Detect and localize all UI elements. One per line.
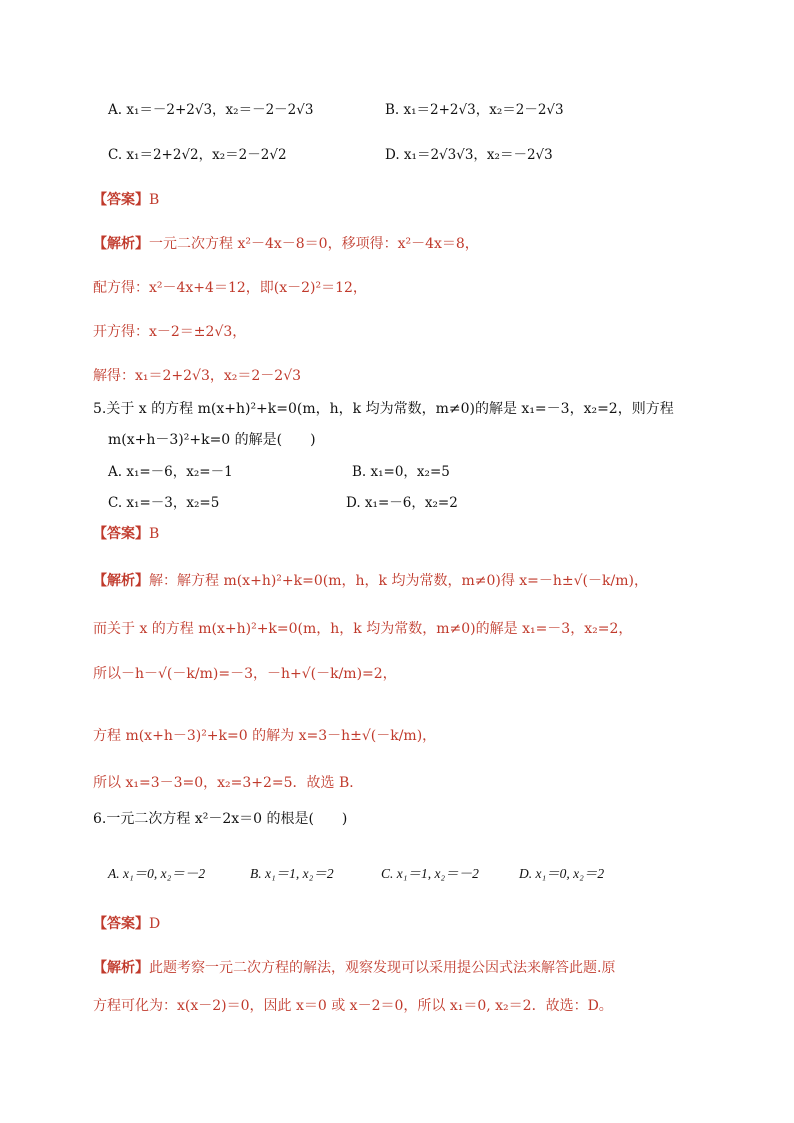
answer-tag: 【答案】 <box>93 526 149 542</box>
q5-option-d: D. x₁=－6，x₂=2 <box>346 495 458 511</box>
answer-value: B <box>149 526 160 542</box>
analysis-tag: 【解析】 <box>93 573 149 589</box>
q4-analysis-line-4: 解得：x₁＝2+2√3，x₂＝2－2√3 <box>93 368 302 384</box>
answer-tag: 【答案】 <box>93 916 149 932</box>
q6-stem: 6.一元二次方程 x²－2x＝0 的根是( ) <box>93 811 348 827</box>
q6-option-c: C. x₁＝1, x₂＝－2 <box>381 866 479 881</box>
q6-option-d: D. x₁＝0, x₂＝2 <box>519 866 605 881</box>
q6-option-b: B. x₁＝1, x₂＝2 <box>250 866 334 881</box>
q4-analysis-line-2: 配方得：x²－4x+4＝12，即(x－2)²＝12， <box>93 280 367 296</box>
q5-stem-line-1: 5.关于 x 的方程 m(x+h)²+k=0(m，h，k 均为常数，m≠0)的解是 x₁=－3，x₂=2，则方程 <box>93 401 674 417</box>
q5-option-c: C. x₁=－3，x₂=5 <box>108 495 220 511</box>
q4-answer <box>93 190 159 210</box>
analysis-tag: 【解析】 <box>93 236 149 252</box>
q5-analysis-line-1 <box>93 571 648 591</box>
q4-option-c: C. x₁＝2+2√2，x₂＝2－2√2 <box>108 147 287 163</box>
q4-option-a: A. x₁＝－2+2√3，x₂＝－2－2√3 <box>108 102 314 118</box>
answer-tag: 【答案】 <box>93 192 149 208</box>
q6-option-a: A. x₁＝0, x₂＝－2 <box>108 866 206 881</box>
q5-option-a: A. x₁=－6，x₂=－1 <box>108 464 233 480</box>
q5-analysis-line-5: 所以 x₁=3－3=0，x₂=3+2=5．故选 B． <box>93 775 364 791</box>
q5-answer <box>93 524 159 544</box>
analysis-tag: 【解析】 <box>93 960 149 976</box>
q6-analysis-line-2: 方程可化为：x(x－2)＝0，因此 x＝0 或 x－2＝0，所以 x₁＝0, x₂＝2．故选：D。 <box>93 998 613 1014</box>
q5-analysis-line-3: 所以－h－√(－k/m)=－3，－h+√(－k/m)=2， <box>93 666 397 682</box>
answer-value: B <box>149 192 160 208</box>
q4-analysis-line-3: 开方得：x－2＝±2√3， <box>93 324 247 340</box>
analysis-text: 此题考察一元二次方程的解法，观察发现可以采用提公因式法来解答此题.原 <box>149 960 616 976</box>
q5-option-b: B. x₁=0，x₂=5 <box>352 464 450 480</box>
q4-analysis-line-1 <box>93 234 479 254</box>
q4-option-b: B. x₁＝2+2√3，x₂＝2－2√3 <box>385 102 564 118</box>
q5-analysis-line-4: 方程 m(x+h－3)²+k=0 的解为 x=3－h±√(－k/m)， <box>93 728 437 744</box>
q6-analysis-line-1 <box>93 958 615 978</box>
q6-answer <box>93 914 160 934</box>
analysis-text: 一元二次方程 x²－4x－8＝0，移项得：x²－4x＝8， <box>149 236 479 252</box>
answer-value: D <box>149 916 161 932</box>
analysis-text: 解：解方程 m(x+h)²+k=0(m，h，k 均为常数，m≠0)得 x=－h±√(－k/m)， <box>149 573 648 589</box>
q4-option-d: D. x₁＝2√3√3，x₂＝－2√3 <box>385 147 553 163</box>
q5-analysis-line-2: 而关于 x 的方程 m(x+h)²+k=0(m，h，k 均为常数，m≠0)的解是 x₁=－3，x₂=2， <box>93 621 633 637</box>
q5-stem-line-2: m(x+h－3)²+k=0 的解是( ) <box>108 432 316 448</box>
